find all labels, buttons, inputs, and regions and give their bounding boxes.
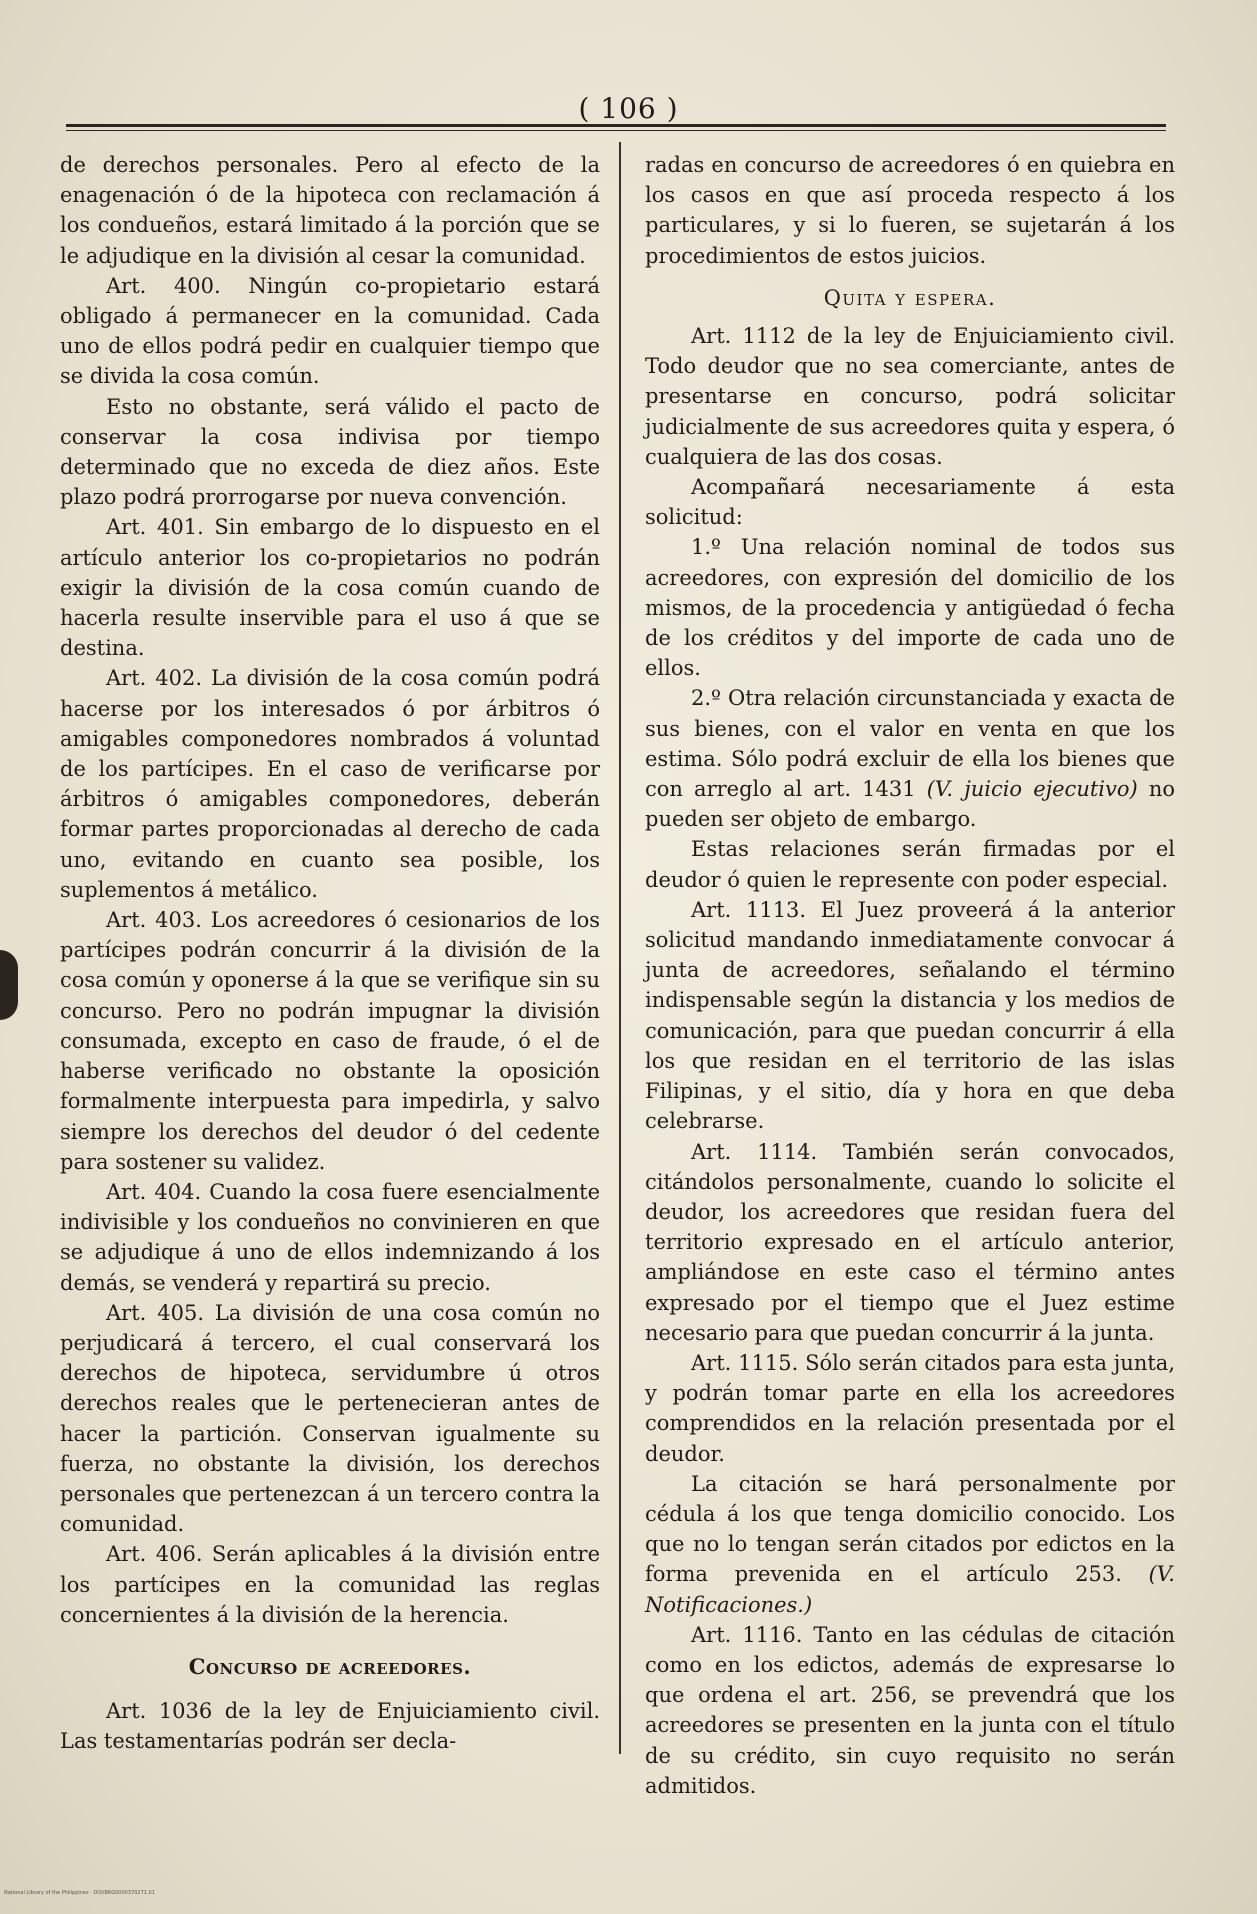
paragraph: Estas relaciones serán firmadas por el deudor ó quien le represente con poder especial. (645, 837, 1175, 892)
paragraph: Acompañará necesariamente á esta solicitud: (645, 475, 1175, 530)
article-406: Art. 406. Serán aplicables á la división entre los partícipes en la comunidad las reglas concernientes á la división de la herencia. (60, 1542, 600, 1627)
list-item-2-tail: no pueden ser objeto de embargo. (645, 777, 1175, 832)
article-404: Art. 404. Cuando la cosa fuere esencialmente indivisible y los condueños no convinieren en que se adjudique á uno de ellos indemnizando á los demás, se venderá y repartirá su precio. (60, 1179, 600, 1295)
italic-reference: (V. Notificaciones.) (645, 1562, 1175, 1617)
binding-shadow (0, 950, 18, 1020)
article-405: Art. 405. La división de una cosa común no perjudicará á tercero, el cual conservará los derechos de hipoteca, servidumbre ú otros derechos reales que le pertenecieran antes de hacer la partición. Conservan igualmente su fuerza, no obstante la división, los derechos personales que pertenezcan á un tercero contra la comunidad. (60, 1300, 600, 1537)
article-1113: Art. 1113. El Juez proveerá á la anterior solicitud mandando inmediatamente convocar á junta de acreedores, señalando el término indispensable según la distancia y los medios de comunicación, para que puedan concurrir á ella los que residan en el territorio de las islas Filipinas, y el sitio, día y hora en que deba celebrarse. (645, 897, 1175, 1134)
article-1115: Art. 1115. Sólo serán citados para esta junta, y podrán tomar parte en ella los acreedores comprendidos en la relación presentada por el deudor. (645, 1350, 1175, 1466)
article-402: Art. 402. La división de la cosa común podrá hacerse por los interesados ó por árbitros ó amigables componedores nombrados á voluntad de los partícipes. En el caso de verificarse por árbitros ó amigables componedores, deberán formar partes proporcionadas al derecho de cada uno, evitando en cuanto sea posible, los suplementos á metálico. (60, 666, 600, 902)
list-item-2 (645, 683, 1175, 834)
left-column (60, 150, 600, 1757)
paragraph-text: La citación se hará personalmente por cédula á los que tenga domicilio conocido. Los que no lo tengan serán citados por edictos en la forma prevenida en el artículo 253. (645, 1471, 1175, 1587)
paragraph: radas en concurso de acreedores ó en quiebra en los casos en que así proceda respecto á los particulares, y si lo fueren, se sujetarán á los procedimientos de estos juicios. (645, 153, 1175, 268)
paragraph: Esto no obstante, será válido el pacto de conservar la cosa indivisa por tiempo determinado que no exceda de diez años. Este plazo podrá prorrogarse por nueva convención. (60, 394, 600, 510)
article-401: Art. 401. Sin embargo de lo dispuesto en el artículo anterior los co-propietarios no podrán exigir la división de la cosa común cuando de hacerla resulte inservible para el uso á que se destina. (60, 515, 600, 661)
article-403: Art. 403. Los acreedores ó cesionarios de los partícipes podrán concurrir á la división de la cosa común y oponerse á la que se verifique sin su concurso. Pero no podrán impugnar la división consumada, excepto en caso de fraude, ó el de haberse verificado no obstante la oposición formalmente interpuesta para impedirla, y salvo siempre los derechos del deudor ó del cedente para sostener su validez. (60, 908, 600, 1174)
list-item-2-text: 2.º Otra relación circunstanciada y exacta de sus bienes, con el valor en venta en que los estima. Sólo podrá excluir de ella los bienes que con arreglo al art. 1431 (645, 686, 1175, 802)
header-rule (66, 124, 1166, 131)
italic-reference: (V. juicio ejecutivo) (926, 777, 1138, 802)
list-item-1: 1.º Una relación nominal de todos sus acreedores, con expresión del domicilio de los mismos, de la procedencia y antigüedad ó fecha de los créditos y del importe de cada uno de ellos. (645, 535, 1175, 681)
article-1036: Art. 1036 de la ley de Enjuiciamiento civil. Las testamentarías podrán ser decla- (60, 1699, 600, 1754)
footer-credit: National Library of the Philippines · DOI/BRG0000370271.01 (4, 1890, 155, 1896)
article-1112: Art. 1112 de la ley de Enjuiciamiento civil. Todo deudor que no sea comerciante, antes de presentarse en concurso, podrá solicitar judicialmente de sus acreedores quita y espera, ó cualquiera de las dos cosas. (645, 324, 1175, 469)
paragraph: de derechos personales. Pero al efecto de la enagenación ó de la hipoteca con reclamación á los condueños, estará limitado á la porción que se le adjudique en la división al cesar la comunidad. (60, 153, 600, 268)
column-divider (619, 142, 621, 1754)
article-400: Art. 400. Ningún co-propietario estará obligado á permanecer en la comunidad. Cada uno de ellos podrá pedir en cualquier tiempo que se divida la cosa común. (60, 273, 600, 389)
article-1116: Art. 1116. Tanto en las cédulas de citación como en los edictos, además de expresarse lo que ordena el art. 256, se prevendrá que los acreedores se presenten en la junta con el título de su crédito, sin cuyo requisito no serán admitidos. (645, 1622, 1175, 1798)
section-heading-concurso: Concurso de acreedores. (188, 1653, 472, 1679)
paragraph (645, 1469, 1175, 1620)
section-heading-quita-espera: Quita y espera. (823, 285, 997, 310)
right-column (645, 150, 1175, 1801)
page-number: ( 106 ) (578, 92, 679, 125)
article-1114: Art. 1114. También serán convocados, citándolos personalmente, cuando lo solicite el deudor, los acreedores que residan fuera del territorio expresado en el artículo anterior, ampliándose en este caso el término antes expresado por el tiempo que el Juez estime necesario para que puedan concurrir á la junta. (645, 1139, 1175, 1345)
